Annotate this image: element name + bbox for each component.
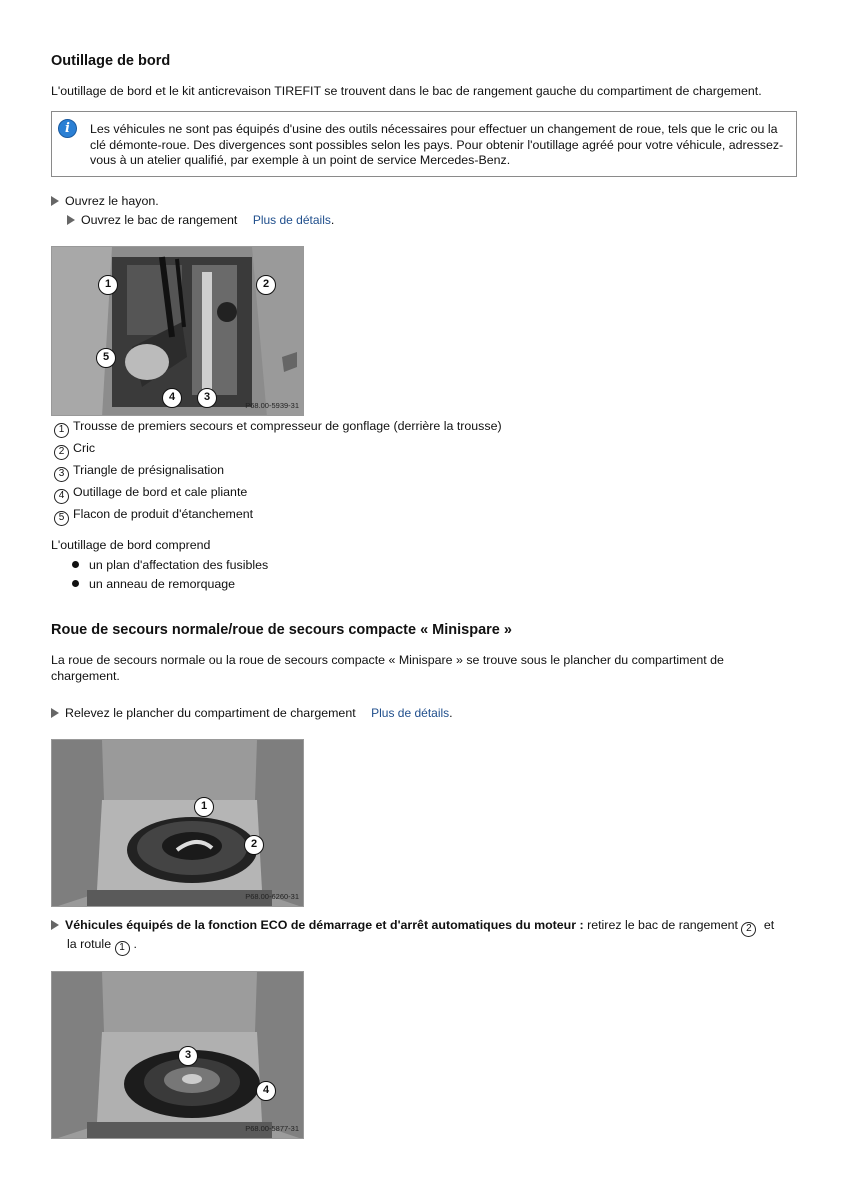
details-link[interactable]: Plus de détails: [252, 213, 331, 227]
list-item: un anneau de remorquage: [72, 577, 268, 596]
image-code: P68.00-6260-31: [245, 892, 299, 901]
section-title-onboard-tools: Outillage de bord: [51, 53, 171, 69]
callout-1: 1: [194, 797, 214, 817]
number-circle-icon: 3: [54, 467, 69, 482]
step-eco-vehicles: Véhicules équipés de la fonction ECO de démarrage et d'arrêt automatiques du moteur : retirez le bac de rangement 2 et: [51, 916, 811, 937]
image-code: P68.00-5939-31: [245, 401, 299, 410]
arrow-right-icon: [51, 708, 59, 718]
legend-item: 2 Cric: [54, 441, 502, 463]
number-circle-icon: 1: [54, 423, 69, 438]
list-item: un plan d'affectation des fusibles: [72, 558, 268, 577]
includes-label: L'outillage de bord comprend: [51, 538, 211, 552]
callout-3: 3: [197, 388, 217, 408]
step-eco-vehicles-cont: la rotule 1 .: [67, 935, 137, 956]
spare-wheel-image: [51, 971, 304, 1139]
arrow-right-icon: [51, 196, 59, 206]
includes-list: [72, 558, 268, 596]
intro-text: L'outillage de bord et le kit anticrevaison TIREFIT se trouvent dans le bac de rangement gauche du compartiment de chargement.: [51, 84, 762, 98]
callout-4: 4: [162, 388, 182, 408]
legend-list: [54, 419, 502, 529]
callout-4: 4: [256, 1081, 276, 1101]
callout-2: 2: [244, 835, 264, 855]
image-code: P68.00-5877-31: [245, 1124, 299, 1133]
number-circle-icon: 2: [741, 922, 756, 937]
bullet-icon: [72, 561, 79, 568]
legend-item: 4 Outillage de bord et cale pliante: [54, 485, 502, 507]
spare-wheel-tray-image: [51, 739, 304, 907]
step-raise-floor: Relevez le plancher du compartiment de chargement Plus de détails.: [51, 706, 453, 721]
arrow-right-icon: [51, 920, 59, 930]
number-circle-icon: 4: [54, 489, 69, 504]
step-open-storage: Ouvrez le bac de rangement Plus de détails.: [67, 213, 334, 228]
info-note: [51, 111, 797, 177]
step-open-tailgate: Ouvrez le hayon.: [51, 194, 159, 209]
info-note-text: Les véhicules ne sont pas équipés d'usine des outils nécessaires pour effectuer un changement de roue, tels que le cric ou la clé démonte-roue. Des divergences sont possibles selon les pays. Pour obtenir l'outillage agréé pour votre véhicule, adressez-vous à un atelier qualifié, par exemple à un point de service Mercedes-Benz.: [90, 122, 784, 167]
details-link[interactable]: Plus de détails: [371, 706, 450, 720]
info-icon: i: [58, 119, 77, 138]
legend-item: 5 Flacon de produit d'étanchement: [54, 507, 502, 529]
arrow-right-icon: [67, 215, 75, 225]
section-title-spare-wheel: Roue de secours normale/roue de secours compacte « Minispare »: [51, 622, 512, 638]
spare-intro-text: La roue de secours normale ou la roue de secours compacte « Minispare » se trouve sous le plancher du compartiment de chargement.: [51, 653, 724, 683]
legend-item: 1 Trousse de premiers secours et compresseur de gonflage (derrière la trousse): [54, 419, 502, 441]
callout-3: 3: [178, 1046, 198, 1066]
callout-5: 5: [96, 348, 116, 368]
callout-2: 2: [256, 275, 276, 295]
number-circle-icon: 2: [54, 445, 69, 460]
callout-1: 1: [98, 275, 118, 295]
number-circle-icon: 1: [115, 941, 130, 956]
bullet-icon: [72, 580, 79, 587]
number-circle-icon: 5: [54, 511, 69, 526]
storage-compartment-image: [51, 246, 304, 416]
legend-item: 3 Triangle de présignalisation: [54, 463, 502, 485]
